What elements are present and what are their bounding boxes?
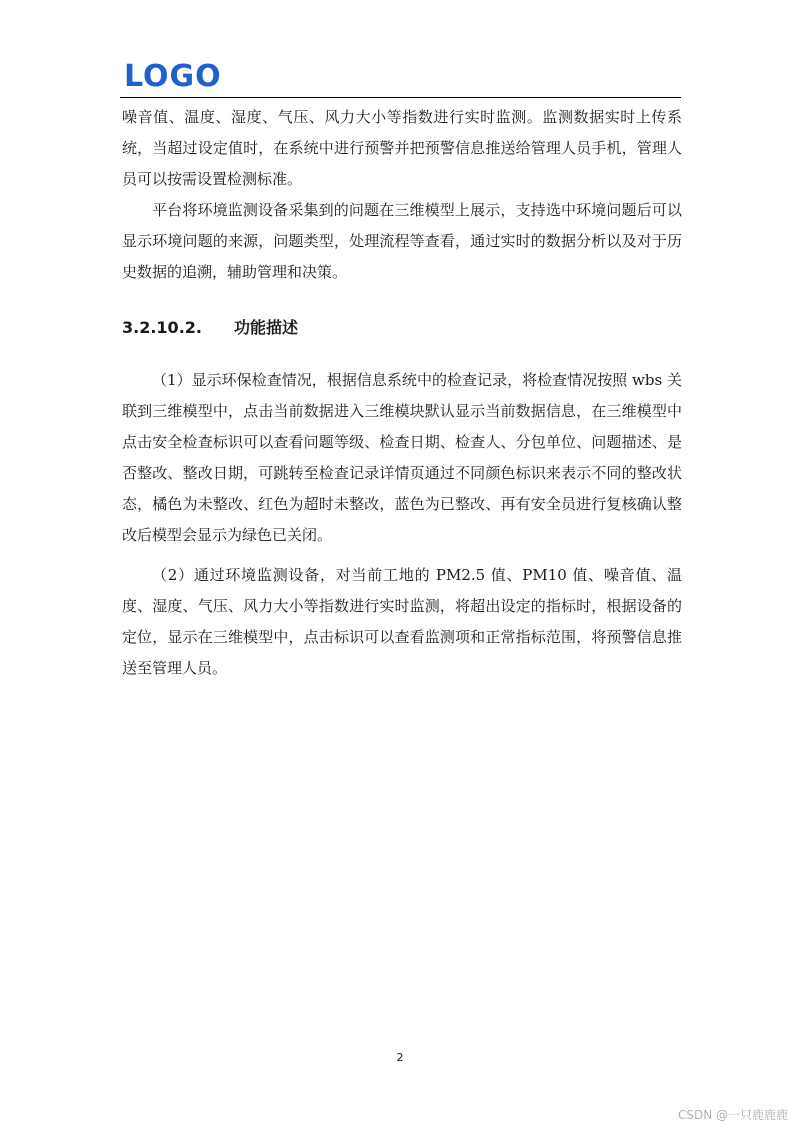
watermark: CSDN @一只鹿鹿鹿 [677, 1108, 788, 1122]
logo: LOGO [124, 59, 222, 94]
paragraph-platform-display: 平台将环境监测设备采集到的问题在三维模型上展示，支持选中环境问题后可以显示环境问题的来源，问题类型，处理流程等查看，通过实时的数据分析以及对于历史数据的追溯，辅助管理和决策。 [122, 201, 682, 281]
page-number: 2 [396, 1051, 404, 1064]
section-heading [122, 316, 298, 340]
paragraph-monitoring-intro: 噪音值、温度、湿度、气压、风力大小等指数进行实时监测。监测数据实时上传系统，当超过设定值时，在系统中进行预警并把预警信息推送给管理人员手机，管理人员可以按需设置检测标准。 [122, 108, 682, 188]
paragraph-inspection-display: （1）显示环保检查情况，根据信息系统中的检查记录，将检查情况按照 wbs 关联到三维模型中，点击当前数据进入三维模块默认显示当前数据信息，在三维模型中点击安全检查标识可以查看问题等级、检查日期、检查人、分包单位、问题描述、是否整改、整改日期，可跳转至检查记录详情页通过不同颜色标识来表示不同的整改状态，橘色为未整改、红色为超时未整改，蓝色为已整改、再有安全员进行复核确认整改后模型会显示为绿色已关闭。 [122, 371, 682, 544]
section-number: 3.2.10.2. [122, 318, 202, 337]
section-title: 功能描述 [234, 318, 299, 337]
header-divider [120, 97, 681, 98]
paragraph-environment-monitoring: （2）通过环境监测设备，对当前工地的 PM2.5 值、PM10 值、噪音值、温度、湿度、气压、风力大小等指数进行实时监测，将超出设定的指标时，根据设备的定位，显示在三维模型中，点击标识可以查看监测项和正常指标范围，将预警信息推送至管理人员。 [122, 566, 682, 677]
